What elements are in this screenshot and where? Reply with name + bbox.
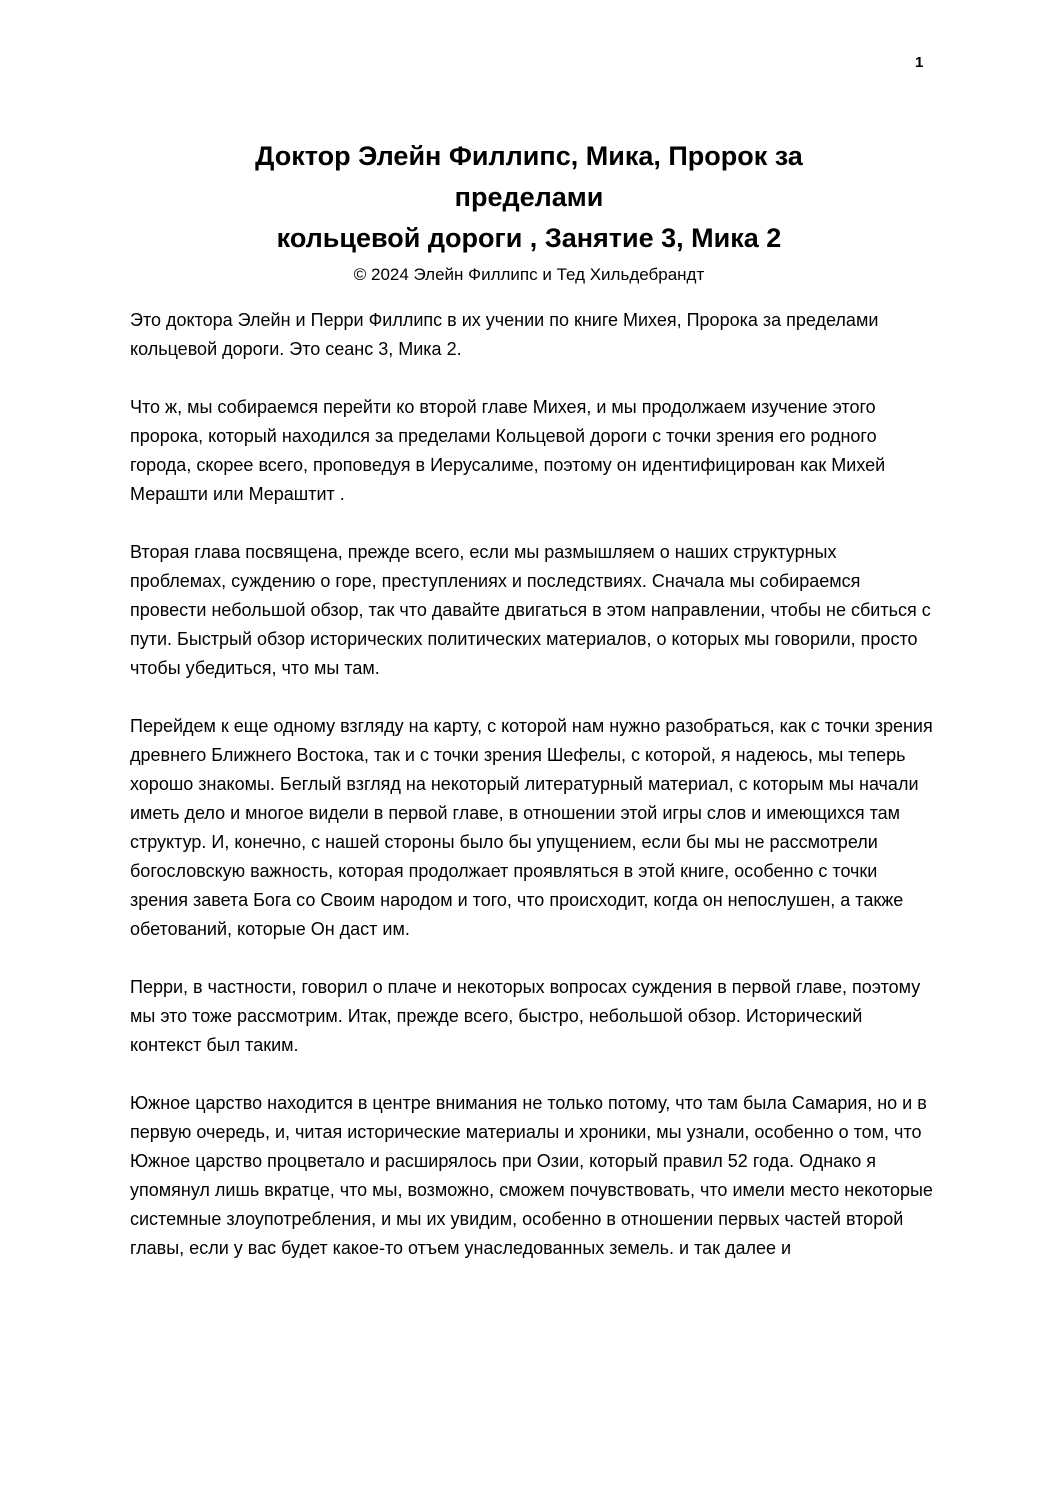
document-title-line-3: кольцевой дороги , Занятие 3, Мика 2 [276, 223, 782, 253]
document-title-line-1: Доктор Элейн Филлипс, Мика, Пророк за [255, 141, 803, 171]
document-title-line-2: пределами [454, 182, 604, 212]
paragraph-chapter-two-intro: Что ж, мы собираемся перейти ко второй главе Михея, и мы продолжаем изучение этого пророка, который находился за пределами Кольцевой дороги с точки зрения его родного города, скорее всего, проповедуя в Иерусалиме, поэтому он идентифицирован как Михей Мерашти или Мераштит . [130, 397, 886, 504]
paragraph-map-and-literary: Перейдем к еще одному взгляду на карту, с которой нам нужно разобраться, как с точки зрения древнего Ближнего Востока, так и с точки зрения Шефелы, с которой, я надеюсь, мы теперь хорошо знакомы. Беглый взгляд на некоторый литературный материал, с которым мы начали иметь дело и многое видели в первой главе, в отношении этой игры слов и имеющихся там структур. И, конечно, с нашей стороны было бы упущением, если бы мы не рассмотрели богословскую важность, которая продолжает проявляться в этой книге, особенно с точки зрения завета Бога со Своим народом и того, что происходит, когда он непослушен, а также обетований, которые Он даст им. [130, 716, 933, 939]
paragraph-intro: Это доктора Элейн и Перри Филлипс в их учении по книге Михея, Пророка за пределами кольцевой дороги. Это сеанс 3, Мика 2. [130, 310, 879, 359]
paragraph-southern-kingdom: Южное царство находится в центре внимания не только потому, что там была Самария, но и в первую очередь, и, читая исторические материалы и хроники, мы узнали, особенно о том, что Южное царство процветало и расширялось при Озии, который правил 52 года. Однако я упомянул лишь вкратце, что мы, возможно, сможем почувствовать, что имели место некоторые системные злоупотребления, и мы их увидим, особенно в отношении первых частей второй главы, если у вас будет какое-то отъем унаследованных земель. и так далее и [130, 1093, 933, 1258]
page-number: 1 [915, 54, 924, 71]
paragraph-perry-lament: Перри, в частности, говорил о плаче и некоторых вопросах суждения в первой главе, поэтому мы это тоже рассмотрим. Итак, прежде всего, быстро, небольшой обзор. Исторический контекст был таким. [130, 977, 921, 1055]
paragraph-structure-overview: Вторая глава посвящена, прежде всего, если мы размышляем о наших структурных проблемах, суждению о горе, преступлениях и последствиях. Сначала мы собираемся провести небольшой обзор, так что давайте двигаться в этом направлении, чтобы не сбиться с пути. Быстрый обзор исторических политических материалов, о которых мы говорили, просто чтобы убедиться, что мы там. [130, 542, 931, 678]
document-body [130, 306, 936, 1292]
copyright-line: © 2024 Элейн Филлипс и Тед Хильдебрандт [353, 265, 705, 284]
title-block [110, 136, 948, 287]
